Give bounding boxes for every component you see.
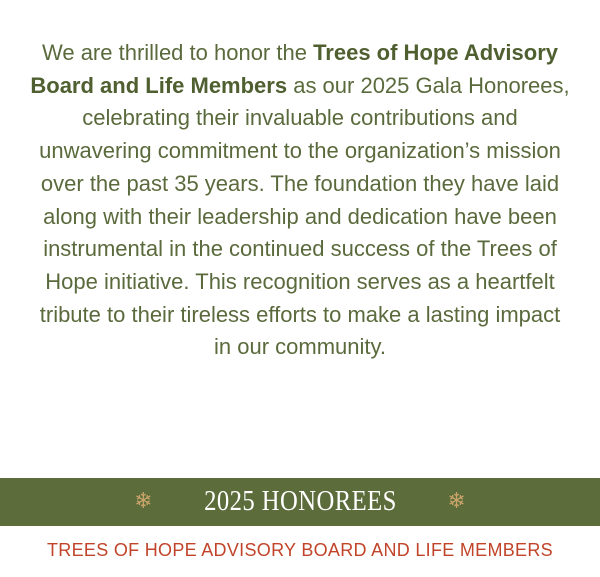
intro-text-end: as our 2025 Gala Honorees, celebrating their invaluable contributions and unwavering commitment to the organization’s mission over the past 35 years. The foundation they have laid along with their leadership and dedication have been instrumental in the continued success of the Trees of Hope initiative. This recognition serves as a heartfelt tribute to their tireless efforts to make a lasting impact in our community. bbox=[39, 72, 570, 360]
snowflake-icon: ❄ bbox=[134, 489, 153, 514]
intro-paragraph bbox=[30, 37, 570, 364]
honorees-subtitle: TREES OF HOPE ADVISORY BOARD AND LIFE MEMBERS bbox=[47, 540, 553, 560]
honorees-banner bbox=[0, 478, 600, 526]
snowflake-icon: ❄ bbox=[447, 489, 466, 514]
intro-text-start: We are thrilled to honor the bbox=[41, 40, 314, 65]
banner-title: 2025 HONOREES bbox=[203, 486, 397, 517]
intro-highlight: Trees of Hope Advisory Board and Life Members bbox=[30, 40, 558, 98]
